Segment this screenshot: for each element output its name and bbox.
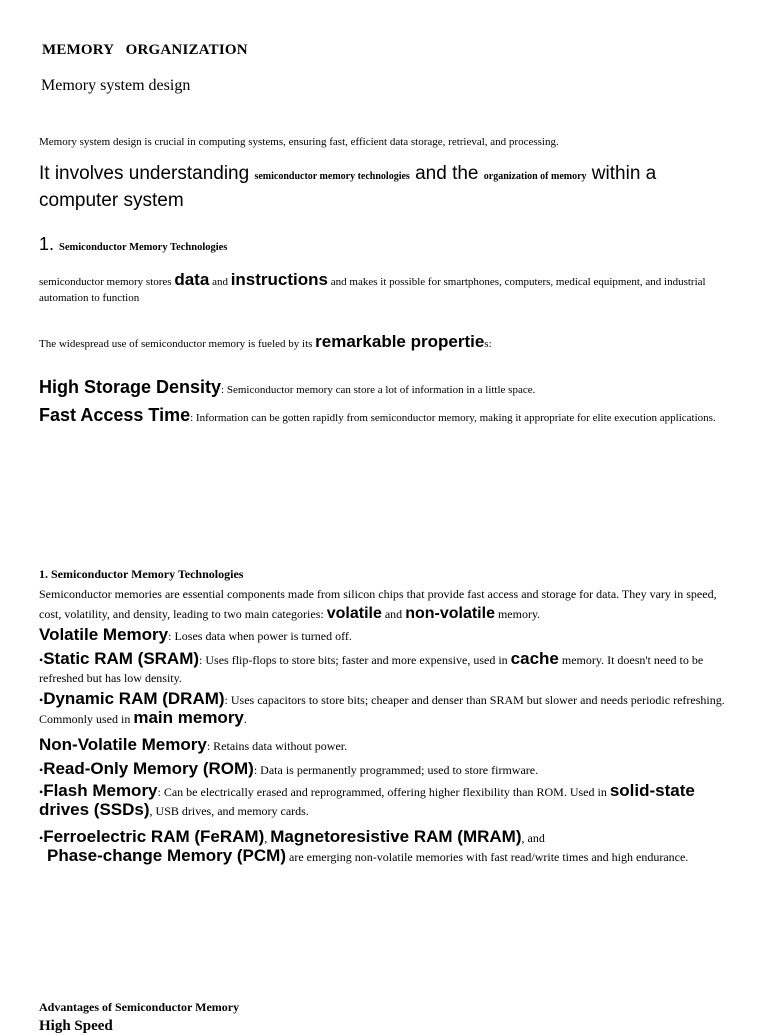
term-description: : Data is permanently programmed; used to store firmware. — [253, 763, 539, 777]
text-run: and — [209, 276, 231, 288]
term-high-storage-density — [39, 377, 728, 398]
text-run: data — [174, 270, 210, 289]
text-run: , — [264, 831, 271, 845]
dram-bullet — [39, 690, 728, 728]
text-run: solid-state drives (SSDs) — [39, 781, 695, 819]
text-run: Semiconductor memories are essential components made from silicon chips that provide fast access and storage for data. They vary in speed, cost, volatility, and density, leading to two main categories: — [39, 587, 717, 621]
text-run: The widespread use of semiconductor memory is fueled by its — [39, 338, 316, 350]
non-volatile-memory-line — [39, 736, 728, 755]
section-heading: 1. Semiconductor Memory Technologies — [39, 567, 244, 581]
advantages-heading: Advantages of Semiconductor Memory — [39, 1000, 240, 1014]
term-label: Flash Memory — [43, 781, 158, 800]
text-run: , and — [521, 831, 545, 845]
involves-paragraph — [39, 162, 728, 213]
intro-paragraph: Memory system design is crucial in computing systems, ensuring fast, efficient data storage, retrieval, and processing. — [39, 136, 559, 148]
text-run: : Uses capacitors to store bits; cheaper and denser than SRAM but slower and needs periodic refreshing. Commonly used in — [39, 693, 725, 726]
bullet: • — [39, 763, 44, 777]
bullet: • — [39, 785, 44, 799]
text-run: It involves understanding — [39, 163, 255, 184]
text-run: and the — [409, 163, 484, 184]
rom-bullet — [39, 760, 728, 779]
text-run: s: — [484, 338, 492, 350]
text-run: and — [381, 607, 406, 621]
flash-bullet — [39, 782, 728, 820]
term-fast-access-time — [39, 404, 728, 429]
term-label: Fast Access Time — [39, 405, 191, 425]
bullet: • — [39, 693, 44, 707]
stores-paragraph — [39, 272, 728, 306]
text-run: cache — [510, 649, 559, 668]
document-page-2 — [0, 560, 768, 865]
text-run: and makes it possible for smartphones, computers, medical equipment, and industrial automation to function — [39, 276, 706, 304]
text-run: semiconductor memory technologies — [254, 171, 410, 182]
text-run: . — [243, 712, 247, 726]
text-run: within a computer system — [39, 163, 657, 211]
section-heading — [39, 234, 728, 255]
advantage-item: High Speed — [39, 1018, 113, 1034]
text-run: : Can be electrically erased and reprogrammed, offering higher flexibility than ROM. Used in — [157, 785, 610, 799]
semiconductor-paragraph — [39, 584, 728, 624]
text-run: memory. — [494, 607, 541, 621]
bullet: • — [39, 653, 44, 667]
text-run: remarkable propertie — [315, 332, 485, 351]
term-label: Static RAM (SRAM) — [43, 649, 200, 668]
text-run: organization of memory — [483, 171, 587, 182]
volatile-memory-line — [39, 626, 728, 645]
document-page-1 — [0, 0, 768, 440]
sram-bullet — [39, 650, 728, 687]
text-run: instructions — [230, 270, 328, 289]
text-run: semiconductor memory stores — [39, 276, 175, 288]
term-label: Dynamic RAM (DRAM) — [43, 689, 225, 708]
term-label: Volatile Memory — [39, 625, 169, 644]
text-run: memory. It doesn't need to be refreshed but has low density. — [39, 653, 704, 685]
document-title: MEMORY ORGANIZATION — [42, 42, 248, 58]
document-subtitle: Memory system design — [41, 77, 191, 94]
term-label: Magnetoresistive RAM (MRAM) — [270, 827, 522, 846]
text-run: : Uses flip-flops to store bits; faster and more expensive, used in — [199, 653, 511, 667]
text-run: main memory — [133, 708, 244, 727]
term-description: : Information can be gotten rapidly from semiconductor memory, making it appropriate for elite execution applications. — [190, 412, 716, 424]
term-description: are emerging non-volatile memories with fast read/write times and high endurance. — [286, 850, 689, 864]
text-run: non-volatile — [405, 605, 495, 622]
document-page-3 — [0, 990, 768, 1034]
heading-number: 1. — [39, 234, 60, 254]
term-label: Non-Volatile Memory — [39, 735, 207, 754]
text-run: volatile — [326, 605, 382, 622]
heading-text: Semiconductor Memory Technologies — [59, 242, 228, 253]
term-description: : Semiconductor memory can store a lot of information in a little space. — [221, 384, 536, 396]
term-label: High Storage Density — [39, 377, 222, 397]
emerging-memory-bullet — [39, 828, 728, 866]
term-label: Phase-change Memory (PCM) — [47, 846, 286, 865]
bullet: • — [39, 831, 44, 845]
term-description: : Retains data without power. — [206, 739, 348, 753]
term-description: : Loses data when power is turned off. — [168, 629, 352, 643]
term-label: Ferroelectric RAM (FeRAM) — [43, 827, 265, 846]
term-label: Read-Only Memory (ROM) — [43, 759, 254, 778]
widespread-paragraph — [39, 332, 728, 352]
text-run: , USB drives, and memory cards. — [149, 804, 309, 818]
